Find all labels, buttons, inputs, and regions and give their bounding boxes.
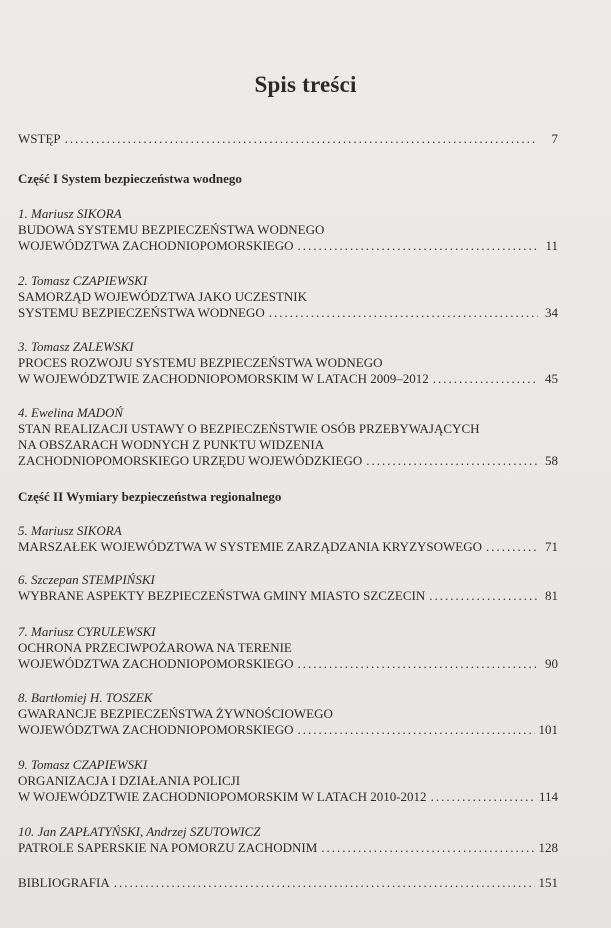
entry-title-line: NA OBSZARACH WODNYCH Z PUNKTU WIDZENIA — [18, 437, 325, 452]
toc-entry — [18, 690, 558, 738]
entry-title-last: W WOJEWÓDZTWIE ZACHODNIOPOMORSKIM W LATACH 2009–2012 — [18, 371, 429, 386]
entry-page: 114 — [538, 789, 558, 804]
leader-dots — [366, 453, 538, 469]
bibliography-page: 151 — [538, 875, 558, 890]
bibliography-label: BIBLIOGRAFIA — [18, 875, 110, 890]
toc-entry — [18, 624, 558, 672]
page-title: Spis treści — [254, 72, 357, 97]
entry-author: 5. Mariusz SIKORA — [18, 523, 122, 538]
toc-entry — [18, 405, 558, 469]
entry-page: 11 — [545, 238, 558, 253]
entry-title-line: STAN REALIZACJI USTAWY O BEZPIECZEŃSTWIE OSÓB PRZEBYWAJĄCYCH — [18, 421, 480, 436]
leader-dots — [429, 588, 538, 604]
leader-dots — [298, 656, 538, 672]
entry-title-line: BUDOWA SYSTEMU BEZPIECZEŃSTWA WODNEGO — [18, 222, 325, 237]
toc-entry — [18, 523, 558, 555]
entry-page: 128 — [538, 840, 558, 855]
toc-entry — [18, 757, 558, 805]
entry-page: 81 — [545, 588, 558, 603]
entry-author: 8. Bartłomiej H. TOSZEK — [18, 690, 153, 705]
entry-title-line: PROCES ROZWOJU SYSTEMU BEZPIECZEŃSTWA WODNEGO — [18, 355, 383, 370]
toc-entry — [18, 273, 558, 321]
entry-author: 9. Tomasz CZAPIEWSKI — [18, 757, 148, 772]
entry-title-line: ORGANIZACJA I DZIAŁANIA POLICJI — [18, 773, 241, 788]
entry-title-last: WYBRANE ASPEKTY BEZPIECZEŃSTWA GMINY MIASTO SZCZECIN — [18, 588, 426, 603]
entry-page: 34 — [545, 305, 558, 320]
entry-title-last: WOJEWÓDZTWA ZACHODNIOPOMORSKIEGO — [18, 656, 294, 671]
entry-title-last: ZACHODNIOPOMORSKIEGO URZĘDU WOJEWÓDZKIEGO — [18, 453, 363, 468]
intro-label: WSTĘP — [18, 131, 61, 146]
entry-page: 101 — [538, 722, 558, 737]
entry-author: 3. Tomasz ZALEWSKI — [18, 339, 134, 354]
entry-author: 2. Tomasz CZAPIEWSKI — [18, 273, 148, 288]
leader-dots — [65, 131, 538, 147]
entry-title-line: SAMORZĄD WOJEWÓDZTWA JAKO UCZESTNIK — [18, 289, 307, 304]
entry-title-line: GWARANCJE BEZPIECZEŃSTWA ŻYWNOŚCIOWEGO — [18, 706, 333, 721]
toc-entry — [18, 824, 558, 856]
toc-entry — [18, 206, 558, 254]
intro-page: 7 — [551, 131, 558, 146]
entry-page: 90 — [545, 656, 558, 671]
entry-author: 1. Mariusz SIKORA — [18, 206, 122, 221]
leader-dots — [486, 539, 538, 555]
part-2-heading: Część II Wymiary bezpieczeństwa regionalnego — [18, 489, 282, 504]
toc-entry — [18, 572, 558, 604]
leader-dots — [433, 371, 538, 387]
entry-title-last: WOJEWÓDZTWA ZACHODNIOPOMORSKIEGO — [18, 722, 294, 737]
entry-title-line: OCHRONA PRZECIWPOŻAROWA NA TERENIE — [18, 640, 292, 655]
entry-title-last: MARSZAŁEK WOJEWÓDZTWA W SYSTEMIE ZARZĄDZANIA KRYZYSOWEGO — [18, 539, 483, 554]
entry-author: 6. Szczepan STEMPIŃSKI — [18, 572, 155, 587]
entry-author: 4. Ewelina MADOŃ — [18, 405, 124, 420]
entry-title-last: PATROLE SAPERSKIE NA POMORZU ZACHODNIM — [18, 840, 318, 855]
leader-dots — [321, 840, 534, 856]
leader-dots — [298, 238, 538, 254]
toc-bibliography — [18, 875, 558, 891]
leader-dots — [269, 305, 538, 321]
entry-title-last: W WOJEWÓDZTWIE ZACHODNIOPOMORSKIM W LATACH 2010-2012 — [18, 789, 427, 804]
leader-dots — [298, 722, 535, 738]
leader-dots — [431, 789, 535, 805]
entry-title-last: SYSTEMU BEZPIECZEŃSTWA WODNEGO — [18, 305, 265, 320]
entry-author: 7. Mariusz CYRULEWSKI — [18, 624, 156, 639]
entry-title-last: WOJEWÓDZTWA ZACHODNIOPOMORSKIEGO — [18, 238, 294, 253]
toc-intro — [18, 131, 558, 147]
entry-page: 58 — [545, 453, 558, 468]
leader-dots — [114, 875, 535, 891]
entry-author: 10. Jan ZAPŁATYŃSKI, Andrzej SZUTOWICZ — [18, 824, 261, 839]
entry-page: 71 — [545, 539, 558, 554]
toc-entry — [18, 339, 558, 387]
part-1-heading: Część I System bezpieczeństwa wodnego — [18, 171, 242, 186]
entry-page: 45 — [545, 371, 558, 386]
